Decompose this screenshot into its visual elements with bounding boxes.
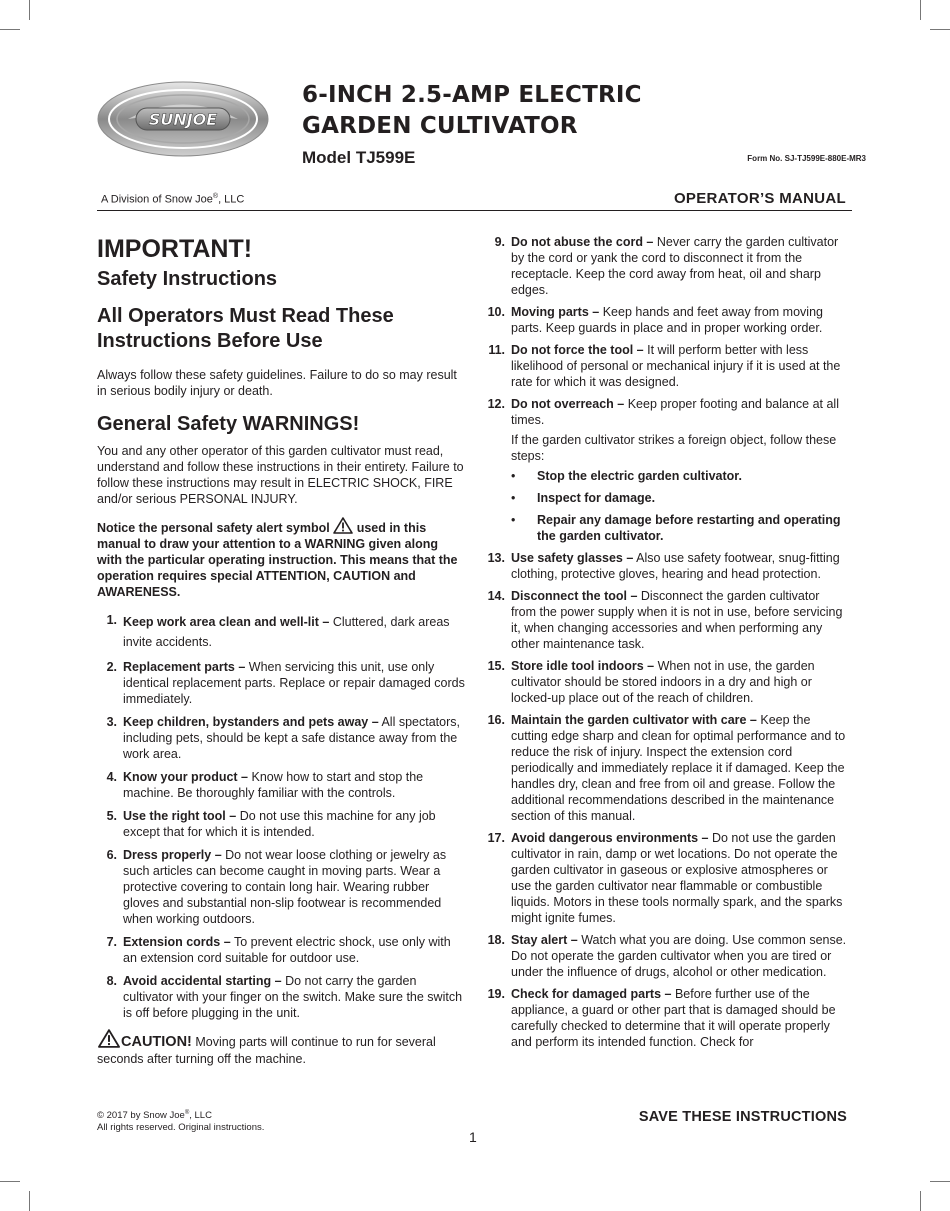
list-item: • Repair any damage before restarting and operating the garden cultivator. [511, 513, 841, 543]
list-item: 6. Dress properly – Do not wear loose clothing or jewelry as such articles can become caught in moving parts. Wear a protective covering to contain long hair. Wearing rubber gloves and substantial non-slip footwear is recommended when working outdoors. [106, 848, 447, 926]
crop-mark [920, 1191, 921, 1211]
rights-line: All rights reserved. Original instructions. [97, 1122, 265, 1134]
list-item: 12. Do not overreach – Keep proper footing and balance at all times. If the garden cultivator strikes a foreign object, follow these steps: • Stop the electric garden cultivator. • Inspect for damage. • Repair any damage before restarting and operating the garden cultivator. [485, 396, 847, 544]
header-divider [97, 210, 852, 211]
list-item: 4. Know your product – Know how to start and stop the machine. Be thoroughly familiar with the controls. [106, 770, 424, 800]
title-line: 6-INCH 2.5-AMP ELECTRIC [302, 82, 642, 108]
foreign-object-steps [511, 468, 847, 544]
crop-mark [0, 1181, 20, 1182]
you-and-any-paragraph: You and any other operator of this garden cultivator must read, understand and follow these instructions in their entirety. Failure to follow these instructions may result in ELECTRIC SHOCK, FIRE and/or serious PERSONAL INJURY. [97, 444, 464, 506]
foreign-object-paragraph: If the garden cultivator strikes a foreign object, follow these steps: [511, 433, 837, 463]
crop-mark [920, 0, 921, 20]
logo-text: SUNJOE [148, 110, 218, 129]
list-item: • Inspect for damage. [511, 491, 656, 505]
list-item: 16. Maintain the garden cultivator with care – Keep the cutting edge sharp and clean for optimal performance and to reduce the risk of injury. Inspect the extension cord periodically and immediately replace it if damaged. Keep the handles dry, clean and free from oil and grease. Follow the additional recommendations described in the maintenance section of this manual. [487, 713, 846, 823]
title-line: GARDEN CULTIVATOR [302, 113, 578, 139]
list-item: 10. Moving parts – Keep hands and feet away from moving parts. Keep guards in place and in proper working order. [487, 305, 823, 335]
left-column [97, 234, 465, 1068]
caution-word: CAUTION! [121, 1034, 192, 1050]
important-heading: IMPORTANT! [97, 235, 253, 263]
list-item: 1. Keep work area clean and well-lit – Cluttered, dark areas invite accidents. [106, 613, 450, 649]
crop-mark [0, 29, 20, 30]
form-number: Form No. SJ-TJ599E-880E-MR3 [747, 154, 866, 163]
list-item: 3. Keep children, bystanders and pets away – All spectators, including pets, should be kept a safe distance away from the work area. [106, 715, 460, 761]
all-operators-heading: All Operators Must Read These Instructions Before Use [97, 305, 394, 352]
right-column [485, 234, 847, 1056]
product-title [302, 80, 642, 142]
crop-mark [29, 0, 30, 20]
left-safety-list [97, 612, 465, 1021]
sunjoe-logo [96, 80, 270, 158]
list-item: 17. Avoid dangerous environments – Do not use the garden cultivator in rain, damp or wet locations. Do not operate the garden cultivator in gaseous or explosive atmospheres or use the garden cultivator near flammable or combustible liquids. Motors in these tools normally spark, and the sparks might ignite fumes. [487, 831, 843, 925]
crop-mark [930, 29, 950, 30]
general-warnings-heading: General Safety WARNINGS! [97, 413, 360, 435]
copyright-line: © 2017 by Snow Joe®, LLC [97, 1110, 212, 1122]
warning-triangle-icon [333, 517, 353, 534]
list-item: 11. Do not force the tool – It will perform better with less likelihood of personal or mechanical injury if it is used at the rate for which it was designed. [488, 343, 841, 389]
right-safety-list-b [485, 550, 847, 1050]
list-item: 19. Check for damaged parts – Before further use of the appliance, a guard or other part that is damaged should be carefully checked to determine that it will operate properly and perform its intended function. Check for [487, 987, 836, 1049]
always-follow-paragraph: Always follow these safety guidelines. Failure to do so may result in serious bodily injury or death. [97, 368, 457, 398]
list-item: 13. Use safety glasses – Also use safety footwear, snug-fitting clothing, protective gloves, hearing and head protection. [487, 551, 840, 581]
list-item: 18. Stay alert – Watch what you are doing. Use common sense. Do not operate the garden cultivator when you are tired or under the influence of drugs, alcohol or other medication. [487, 933, 847, 979]
list-item: • Stop the electric garden cultivator. [511, 469, 742, 483]
warning-triangle-icon [97, 1029, 121, 1048]
crop-mark [930, 1181, 950, 1182]
page-number: 1 [469, 1129, 477, 1145]
crop-mark [29, 1191, 30, 1211]
caution-paragraph: CAUTION! Moving parts will continue to run for several seconds after turning off the machine. [97, 1029, 465, 1068]
division-line: A Division of Snow Joe®, LLC [101, 193, 245, 206]
list-item: 15. Store idle tool indoors – When not in use, the garden cultivator should be stored indoors in a dry and high or locked-up place out of the reach of children. [487, 659, 815, 705]
list-item: 7. Extension cords – To prevent electric shock, use only with an extension cord suitable for outdoor use. [106, 935, 451, 965]
notice-paragraph: Notice the personal safety alert symbol used in this manual to draw your attention to a WARNING given along with the particular operating instruction. This means that the operation requires special ATTENTION, CAUTION and AWARENESS. [97, 517, 465, 600]
list-item: 5. Use the right tool – Do not use this machine for any job except that for which it is intended. [106, 809, 436, 839]
list-item: 14. Disconnect the tool – Disconnect the garden cultivator from the power supply when it is not in use, before servicing it, when changing accessories and when performing any other maintenance task. [487, 589, 843, 651]
save-instructions-label: SAVE THESE INSTRUCTIONS [638, 1109, 847, 1125]
copyright-notice [97, 1107, 264, 1134]
right-safety-list-a [485, 234, 847, 544]
list-item: 9. Do not abuse the cord – Never carry the garden cultivator by the cord or yank the cord to disconnect it from the receptacle. Keep the cord away from heat, oil and sharp edges. [494, 235, 839, 297]
list-item: 2. Replacement parts – When servicing this unit, use only identical replacement parts. Replace or repair damaged cords immediately. [106, 660, 465, 706]
list-item: 8. Avoid accidental starting – Do not carry the garden cultivator with your finger on the switch. Make sure the switch is off before plugging in the unit. [106, 974, 463, 1020]
safety-instructions-heading: Safety Instructions [97, 268, 278, 290]
model-number: Model TJ599E [302, 148, 416, 167]
operators-manual-label: OPERATOR’S MANUAL [673, 190, 846, 207]
